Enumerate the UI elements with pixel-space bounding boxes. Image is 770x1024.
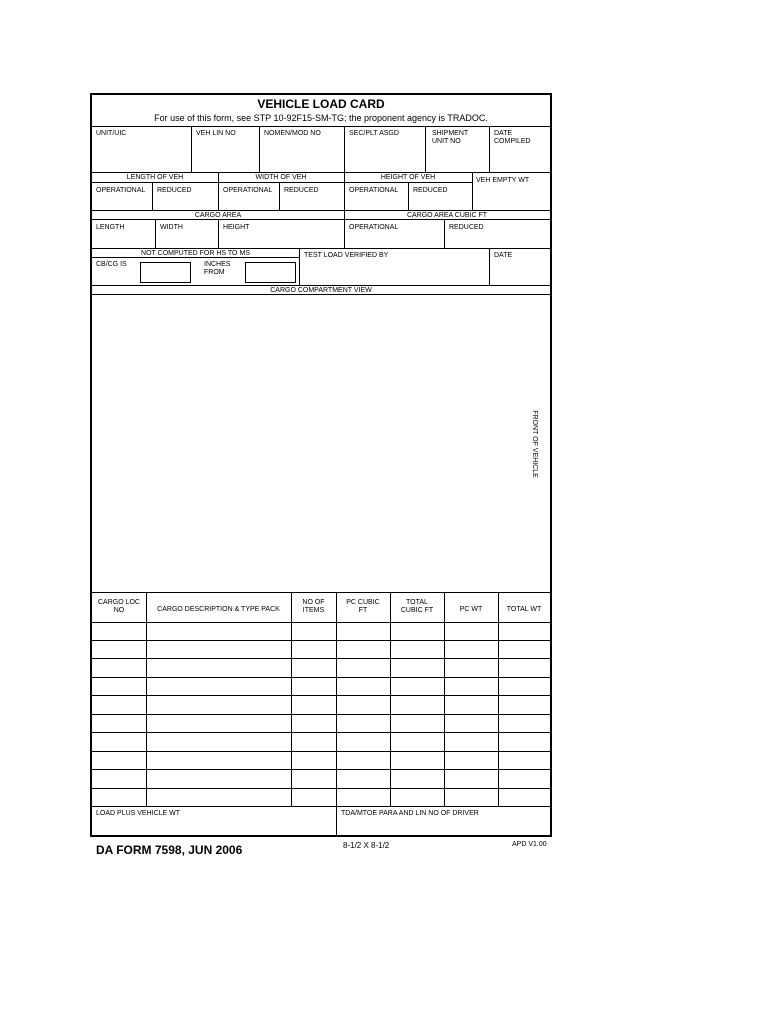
col-pc-wt-header: PC WT xyxy=(459,606,483,613)
date-compiled-label-1[interactable]: DATE xyxy=(494,130,513,137)
cb-cg-from-input[interactable] xyxy=(245,262,296,283)
length-of-veh-header: LENGTH OF VEH xyxy=(126,174,184,181)
height-reduced-field[interactable]: REDUCED xyxy=(413,187,448,194)
col-total-cubic-ft-header-2: CUBIC FT xyxy=(400,607,434,614)
cargo-area-cubic-ft-header: CARGO AREA CUBIC FT xyxy=(406,212,488,219)
cb-cg-inches-input[interactable] xyxy=(140,262,191,283)
cubic-reduced-field[interactable]: REDUCED xyxy=(449,224,484,231)
sec-plt-asgd-field[interactable]: SEC/PLT ASGD xyxy=(349,130,399,137)
col-cargo-loc-header-2: NO xyxy=(113,607,125,614)
length-reduced-field[interactable]: REDUCED xyxy=(157,187,192,194)
height-operational-field[interactable]: OPERATIONAL xyxy=(349,187,399,194)
page-size-label: 8-1/2 X 8-1/2 xyxy=(343,841,390,850)
test-load-verified-by-field[interactable]: TEST LOAD VERIFIED BY xyxy=(304,252,389,259)
vehicle-load-card-form xyxy=(90,93,552,837)
version-label: APD V1.00 xyxy=(512,841,547,848)
form-subtitle: For use of this form, see STP 10-92F15-SM-TG; the proponent agency is TRADOC. xyxy=(154,113,488,123)
col-pc-cubic-ft-header-1: PC CUBIC xyxy=(346,599,380,606)
height-of-veh-header: HEIGHT OF VEH xyxy=(380,174,436,181)
shipment-unit-no-label-1[interactable]: SHIPMENT xyxy=(432,130,469,137)
cubic-operational-field[interactable]: OPERATIONAL xyxy=(349,224,399,231)
nomen-mod-no-field[interactable]: NOMEN/MOD NO xyxy=(264,130,321,137)
width-operational-field[interactable]: OPERATIONAL xyxy=(223,187,273,194)
cb-cg-is-label: CB/CG IS xyxy=(96,261,127,268)
cargo-compartment-drawing-area[interactable] xyxy=(92,295,550,591)
col-cargo-description-header: CARGO DESCRIPTION & TYPE PACK xyxy=(157,606,280,613)
col-no-of-items-header-1: NO OF xyxy=(302,599,325,606)
inches-from-label-2: FROM xyxy=(204,269,225,276)
length-operational-field[interactable]: OPERATIONAL xyxy=(96,187,146,194)
form-number: DA FORM 7598, JUN 2006 xyxy=(96,843,243,857)
cargo-area-header: CARGO AREA xyxy=(194,212,242,219)
unit-uic-field[interactable]: UNIT/UIC xyxy=(96,130,127,137)
date-compiled-label-2: COMPILED xyxy=(494,138,531,145)
width-reduced-field[interactable]: REDUCED xyxy=(284,187,319,194)
veh-empty-wt-field[interactable]: VEH EMPTY WT xyxy=(476,177,530,184)
cargo-height-field[interactable]: HEIGHT xyxy=(223,224,250,231)
cargo-length-field[interactable]: LENGTH xyxy=(96,224,125,231)
veh-lin-no-field[interactable]: VEH LIN NO xyxy=(196,130,236,137)
col-total-wt-header: TOTAL WT xyxy=(506,606,542,613)
test-load-date-field[interactable]: DATE xyxy=(494,252,513,259)
inches-from-label-1: INCHES xyxy=(204,261,231,268)
col-cargo-loc-header-1: CARGO LOC xyxy=(97,599,140,606)
tda-mtoe-para-field[interactable]: TDA/MTOE PARA AND LIN NO OF DRIVER xyxy=(341,810,479,817)
col-pc-cubic-ft-header-2: FT xyxy=(358,607,368,614)
form-title: VEHICLE LOAD CARD xyxy=(257,97,385,111)
not-computed-header: NOT COMPUTED FOR HS TO MS xyxy=(141,250,250,257)
front-of-vehicle-label: FRONT OF VEHICLE xyxy=(530,410,538,478)
cargo-compartment-view-header: CARGO COMPARTMENT VIEW xyxy=(270,287,372,294)
cargo-width-field[interactable]: WIDTH xyxy=(160,224,183,231)
shipment-unit-no-label-2: UNIT NO xyxy=(432,138,461,145)
col-total-cubic-ft-header-1: TOTAL xyxy=(406,599,428,606)
col-no-of-items-header-2: ITEMS xyxy=(302,607,325,614)
width-of-veh-header: WIDTH OF VEH xyxy=(255,174,307,181)
load-plus-vehicle-wt-field[interactable]: LOAD PLUS VEHICLE WT xyxy=(96,810,181,817)
